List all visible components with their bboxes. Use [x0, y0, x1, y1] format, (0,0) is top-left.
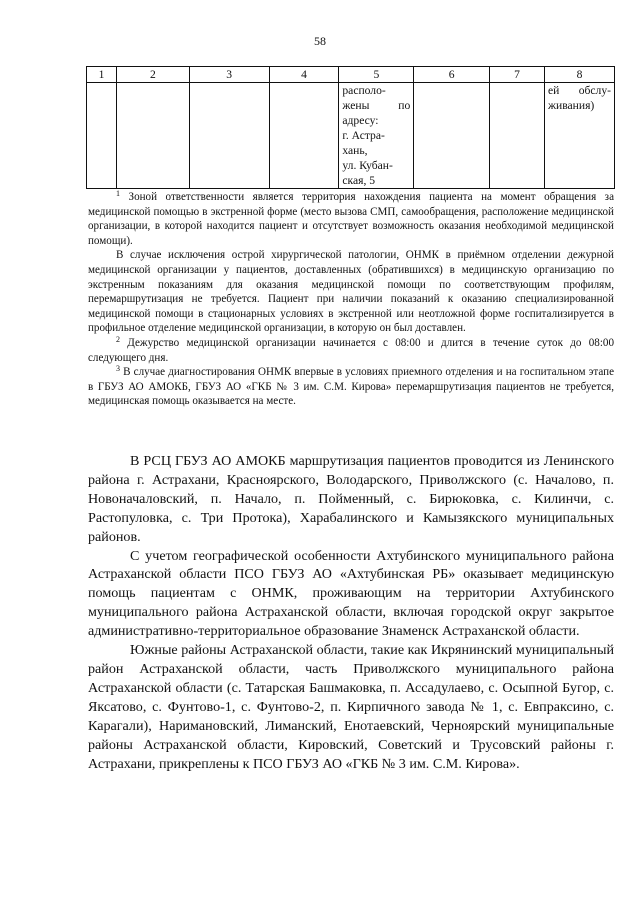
- table-cell-service-zone: [544, 83, 614, 189]
- footnote-text: Дежурство медицинской организации начинается с 08:00 и длится в течение суток до 08:00 следующего дня.: [88, 336, 615, 364]
- footnote-2: [88, 336, 614, 365]
- continued-table: [86, 66, 615, 189]
- footnote-text: В случае исключения острой хирургической патологии, ОНМК в приёмном отделении дежурной медицинской организации у пациентов, доставленных (обратившихся) в медицинскую организацию по экстренным показаниям для оказания медицинской помощи по соответствующим профилям, перемаршрутизация не требуется. Пациент при наличии показаний к оказанию специализированной медицинской помощи в стационарных условиях в экстренной или неотложной форме госпитализируется в профильное отделение медицинской организации, в которую он был доставлен.: [88, 249, 614, 335]
- column-header-4: 4: [269, 67, 339, 83]
- column-header-6: 6: [414, 67, 490, 83]
- footnote-1-continuation: [88, 248, 614, 336]
- footnote-3: [88, 365, 614, 409]
- table-cell-4: [269, 83, 339, 189]
- paragraph-southern-districts: Южные районы Астраханской области, такие как Икрянинский муниципальный район Астраханской области, часть Приволжского муниципального района Астраханской области (с. Татарская Башмаковка, п. Ассадулаево, с. Осыпной Бугор, с. Яксатово, с. Фунтово-1, с. Фунтово-2, п. Кирпичного завода № 1, с. Евпраксино, с. Карагали), Наримановский, Лиманский, Енотаевский, Черноярский муниципальные районы Астраханской области, Кировский, Советский и Трусовский районы г. Астрахани, прикреплены к ПСО ГБУЗ АО «ГКБ № 3 им. С.М. Кирова».: [88, 642, 614, 772]
- paragraph-rsc-routing: В РСЦ ГБУЗ АО АМОКБ маршрутизация пациентов проводится из Ленинского района г. Астрахани, Красноярского, Володарского, Приволжского (с. Началово, п. Новоначаловский, п. Начало, п. Пойменный, с. Бирюковка, с. Килинчи, с. Растопуловка, с. Три Протока), Харабалинского и Камызякского муниципальных районов.: [88, 453, 614, 545]
- table-cell-3: [189, 83, 269, 189]
- cell-line: г. Астра-: [342, 129, 385, 142]
- cell-line: адресу:: [342, 114, 379, 127]
- column-header-2: 2: [116, 67, 189, 83]
- footnote-text: В случае диагностирования ОНМК впервые в условиях приемного отделения и на госпитальном этапе в ГБУЗ АО АМОКБ, ГБУЗ АО «ГКБ № 3 им. С.М. Кирова» перемаршрутизация пациентов не требуется, медицинская помощь оказывается на месте.: [88, 366, 615, 408]
- footnote-marker: 1: [116, 189, 120, 198]
- cell-line: ул. Кубан-: [342, 159, 393, 172]
- footnotes: [88, 190, 614, 409]
- footnote-text: Зоной ответственности является территория нахождения пациента на момент обращения за медицинской помощью в экстренной форме (место вызова СМП, самообращения, расположение медицинской организации, в которой находится пациент и отсутствует возможность оказания необходимой медицинской помощи).: [88, 191, 614, 247]
- cell-line: хань,: [342, 144, 368, 157]
- column-header-7: 7: [490, 67, 545, 83]
- table-row: [87, 83, 615, 189]
- cell-line: жены по: [342, 99, 411, 112]
- paragraph-akhtubinsk: С учетом географической особенности Ахтубинского муниципального района Астраханской области ПСО ГБУЗ АО «Ахтубинская РБ» оказывает медицинскую помощь пациентам с ОНМК, проживающим на территории Ахтубинского муниципального района Астраханской области, включая городской округ закрытое административно-территориальное образование Знаменск Астраханской области.: [88, 547, 614, 640]
- cell-line: ей обслу-: [547, 84, 611, 97]
- table-cell-6: [414, 83, 490, 189]
- body-text: [88, 452, 614, 773]
- table-cell-address: [339, 83, 414, 189]
- footnote-marker: 3: [116, 364, 120, 374]
- table-header-row: [87, 67, 615, 83]
- table-cell-1: [87, 83, 117, 189]
- column-header-1: 1: [87, 67, 117, 83]
- page-number: 58: [314, 34, 326, 48]
- footnote-1: [88, 190, 614, 248]
- table-cell-7: [490, 83, 545, 189]
- cell-line: живания): [547, 99, 595, 112]
- column-header-8: 8: [544, 67, 614, 83]
- cell-line: располо-: [342, 84, 386, 97]
- column-header-3: 3: [189, 67, 269, 83]
- footnote-marker: 2: [116, 334, 120, 344]
- table-cell-2: [116, 83, 189, 189]
- column-header-5: 5: [339, 67, 414, 83]
- cell-line: ская, 5: [342, 174, 376, 187]
